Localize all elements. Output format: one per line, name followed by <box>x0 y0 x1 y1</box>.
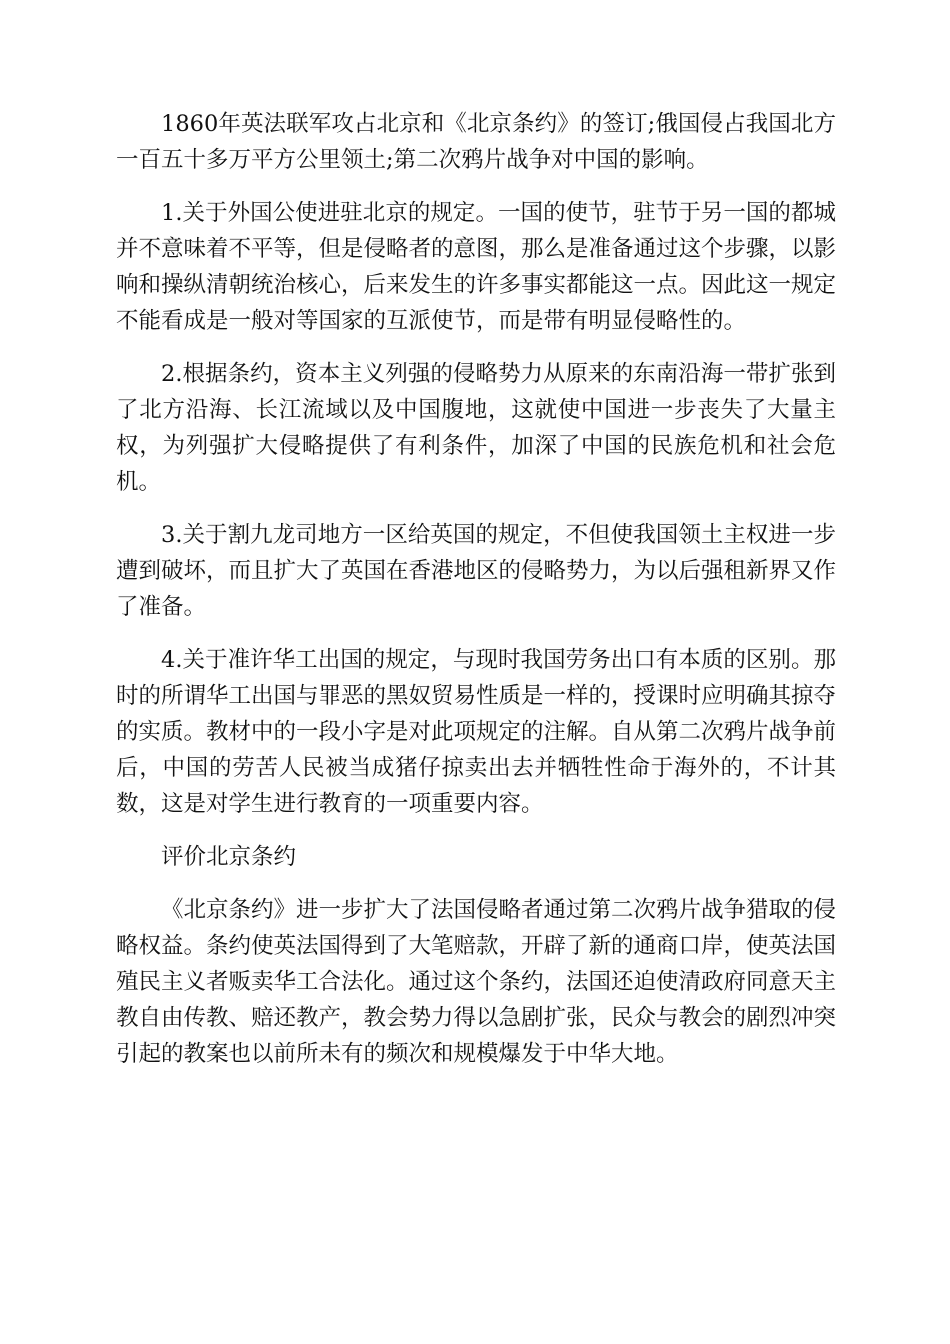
paragraph-point-4: 4.关于准许华工出国的规定，与现时我国劳务出口有本质的区别。那时的所谓华工出国与罪恶的黑奴贸易性质是一样的，授课时应明确其掠夺的实质。教材中的一段小字是对此项规定的注解。自从第二次鸦片战争前后，中国的劳苦人民被当成猪仔掠卖出去并牺牲性命于海外的，不计其数，这是对学生进行教育的一项重要内容。 <box>116 647 837 817</box>
paragraph-point-2: 2.根据条约，资本主义列强的侵略势力从原来的东南沿海一带扩张到了北方沿海、长江流域以及中国腹地，这就使中国进一步丧失了大量主权，为列强扩大侵略提供了有利条件，加深了中国的民族危机和社会危机。 <box>116 361 836 495</box>
document-page <box>116 106 836 1089</box>
section-heading: 评价北京条约 <box>161 844 297 870</box>
paragraph-point-1: 1.关于外国公使进驻北京的规定。一国的使节，驻节于另一国的都城并不意味着不平等，但是侵略者的意图，那么是准备通过这个步骤，以影响和操纵清朝统治核心，后来发生的许多事实都能这一点。因此这一规定不能看成是一般对等国家的互派使节，而是带有明显侵略性的。 <box>116 200 837 334</box>
paragraph-intro: 1860年英法联军攻占北京和《北京条约》的签订;俄国侵占我国北方一百五十多万平方公里领土;第二次鸦片战争对中国的影响。 <box>116 111 836 173</box>
paragraph-point-3: 3.关于割九龙司地方一区给英国的规定，不但使我国领土主权进一步遭到破坏，而且扩大了英国在香港地区的侵略势力，为以后强租新界又作了准备。 <box>116 522 837 620</box>
paragraph-evaluation: 《北京条约》进一步扩大了法国侵略者通过第二次鸦片战争猎取的侵略权益。条约使英法国得到了大笔赔款，开辟了新的通商口岸，使英法国殖民主义者贩卖华工合法化。通过这个条约，法国还迫使清政府同意天主教自由传教、赔还教产，教会势力得以急剧扩张，民众与教会的剧烈冲突引起的教案也以前所未有的频次和规模爆发于中华大地。 <box>116 897 837 1067</box>
